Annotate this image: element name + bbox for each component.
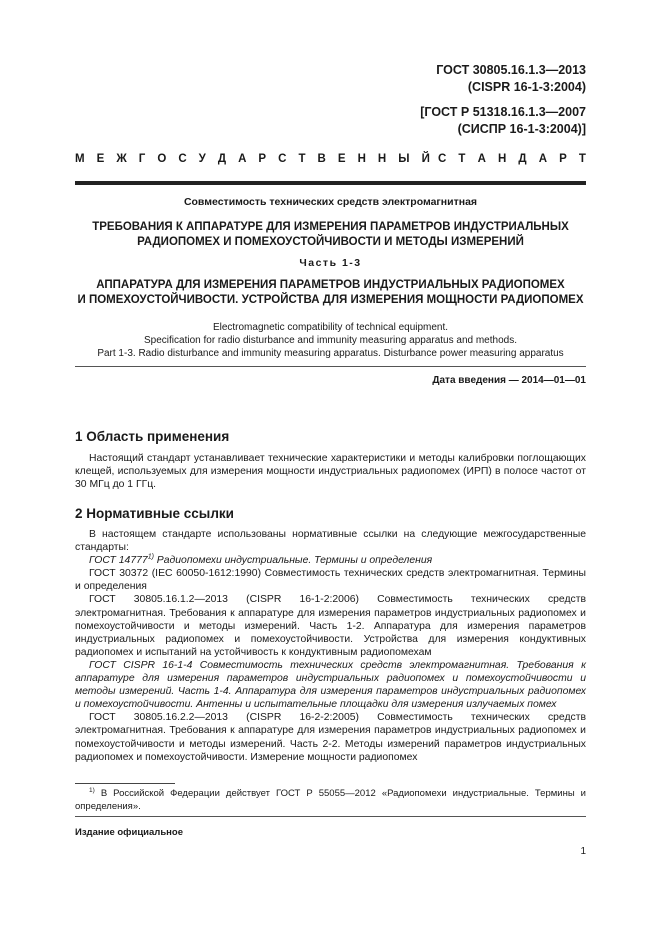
banner-letter: Ж <box>116 153 127 165</box>
designation-sispr: (СИСПР 16-1-3:2004)] <box>457 122 586 136</box>
footnote-number: 1) <box>89 786 95 794</box>
banner-letter: Г <box>138 153 146 165</box>
banner-letter: В <box>317 153 326 165</box>
banner-letter: Е <box>96 153 105 165</box>
standard-designations <box>420 62 586 138</box>
reference-code: ГОСТ 14777 <box>89 555 148 567</box>
english-title-line-3: Part 1-3. Radio disturbance and immunity measuring apparatus. Disturbance power measuring apparatus <box>97 348 564 359</box>
banner-letter: Ы <box>398 153 410 165</box>
reference-title: Радиопомехи индустриальные. Термины и определения <box>153 555 433 567</box>
banner-letter: Н <box>377 153 387 165</box>
english-title-line-2: Specification for radio disturbance and immunity measuring apparatus and methods. <box>144 335 517 346</box>
footnote-rule <box>75 783 175 784</box>
banner-letter: Д <box>518 153 527 165</box>
english-title-line-1: Electromagnetic compatibility of technical equipment. <box>212 322 449 333</box>
document-subtitle: Совместимость технических средств электромагнитная <box>183 196 478 208</box>
designation-gost: ГОСТ 30805.16.1.3—2013 <box>436 63 586 77</box>
section-1-paragraph: Настоящий стандарт устанавливает технические характеристики и методы калибровки поглощающих клещей, используемых для измерения мощности индустриальных радиопомех (ИРП) в полосе частот от 30 МГц до 1 ГГц. <box>75 453 586 491</box>
banner-letter: С <box>278 153 287 165</box>
banner-letter: У <box>198 153 206 165</box>
reference-gost-cispr-16-1-4: ГОСТ CISPR 16-1-4 Совместимость технических средств электромагнитная. Требования к аппаратуре для измерения параметров индустриальных радиопомех и помехоустойчивости и методы измерений. Часть 1-4. Аппаратура для измерения параметров индустриальных радиопомех и помехоустойчивости. Антенны и испытательные площадки для измерения излучаемых помех <box>75 659 586 711</box>
section-2-body <box>75 528 586 764</box>
banner-word-standard <box>438 153 586 165</box>
part-title <box>60 278 601 308</box>
section-2-heading: 2 Нормативные ссылки <box>75 506 234 521</box>
banner-letter: Н <box>497 153 507 165</box>
page-number: 1 <box>580 846 586 857</box>
banner-letter: А <box>538 153 548 165</box>
footnote-marker: 1) <box>147 553 154 561</box>
designation-gost-r: [ГОСТ Р 51318.16.1.3—2007 <box>420 105 586 119</box>
banner-letter: А <box>477 153 486 165</box>
introduction-date: Дата введения — 2014—01—01 <box>432 375 586 386</box>
banner-letter: М <box>75 153 85 165</box>
banner-letter: А <box>238 153 247 165</box>
document-title <box>60 220 601 250</box>
interstate-standard-banner <box>75 153 586 165</box>
banner-letter: С <box>438 153 447 165</box>
banner-letter: Т <box>578 153 586 165</box>
part-title-line-1: АППАРАТУРА ДЛЯ ИЗМЕРЕНИЯ ПАРАМЕТРОВ ИНДУСТРИАЛЬНЫХ РАДИОПОМЕХ <box>96 279 565 291</box>
reference-gost-14777 <box>75 554 586 567</box>
reference-gost-30372: ГОСТ 30372 (IEC 60050-1612:1990) Совместимость технических средств электромагнитная. Термины и определения <box>75 568 586 593</box>
reference-gost-30805-16-1-2: ГОСТ 30805.16.1.2—2013 (CISPR 16-1-2:2006) Совместимость технических средств электромагнитная. Требования к аппаратуре для измерения параметров индустриальных радиопомех и помехоустойчивости и методы измерений. Часть 1-2. Аппаратура для измерения параметров индустриальных радиопомех и помехоустойчивости. Устройства для измерения кондуктивных радиопомех и испытаний на устойчивость к кондуктивным радиопомехам <box>75 594 586 658</box>
header-rule <box>75 181 586 185</box>
footnote <box>75 787 586 813</box>
banner-letter: Д <box>217 153 227 165</box>
title-line-2: РАДИОПОМЕХ И ПОМЕХОУСТОЙЧИВОСТИ И МЕТОДЫ ИЗМЕРЕНИЙ <box>137 236 524 248</box>
designation-cispr: (CISPR 16-1-3:2004) <box>467 80 586 94</box>
part-number: Часть 1-3 <box>299 257 362 269</box>
footnote-text: В Российской Федерации действует ГОСТ Р 55055—2012 «Радиопомехи индустриальные. Термины и определения». <box>75 788 586 812</box>
official-edition-label: Издание официальное <box>75 827 183 838</box>
banner-letter: Р <box>559 153 567 165</box>
part-title-line-2: И ПОМЕХОУСТОЙЧИВОСТИ. УСТРОЙСТВА ДЛЯ ИЗМЕРЕНИЯ МОЩНОСТИ РАДИОПОМЕХ <box>77 294 584 306</box>
section-1-heading: 1 Область применения <box>75 429 230 444</box>
section-1-body <box>75 452 586 491</box>
banner-letter: О <box>157 153 167 165</box>
banner-letter: С <box>178 153 187 165</box>
footer-rule <box>75 816 586 817</box>
banner-letter: Т <box>458 153 466 165</box>
title-rule <box>75 366 586 367</box>
banner-letter: Й <box>421 153 430 165</box>
banner-letter: Н <box>357 153 366 165</box>
reference-gost-30805-16-2-2: ГОСТ 30805.16.2.2—2013 (CISPR 16-2-2:2005) Совместимость технических средств электромагнитная. Требования к аппаратуре для измерения параметров индустриальных радиопомех и помехоустойчивости и методы измерений. Часть 2-2. Методы измерений параметров индустриальных радиопомех и помехоустойчивости. Измерение мощности радиопомех <box>75 712 586 763</box>
title-line-1: ТРЕБОВАНИЯ К АППАРАТУРЕ ДЛЯ ИЗМЕРЕНИЯ ПАРАМЕТРОВ ИНДУСТРИАЛЬНЫХ <box>92 221 569 233</box>
english-title <box>60 321 601 360</box>
banner-letter: Е <box>337 153 346 165</box>
banner-letter: Т <box>298 153 306 165</box>
section-2-intro: В настоящем стандарте использованы нормативные ссылки на следующие межгосударственные стандарты: <box>75 529 586 554</box>
banner-word-interstate <box>75 153 430 165</box>
banner-letter: Р <box>258 153 267 165</box>
